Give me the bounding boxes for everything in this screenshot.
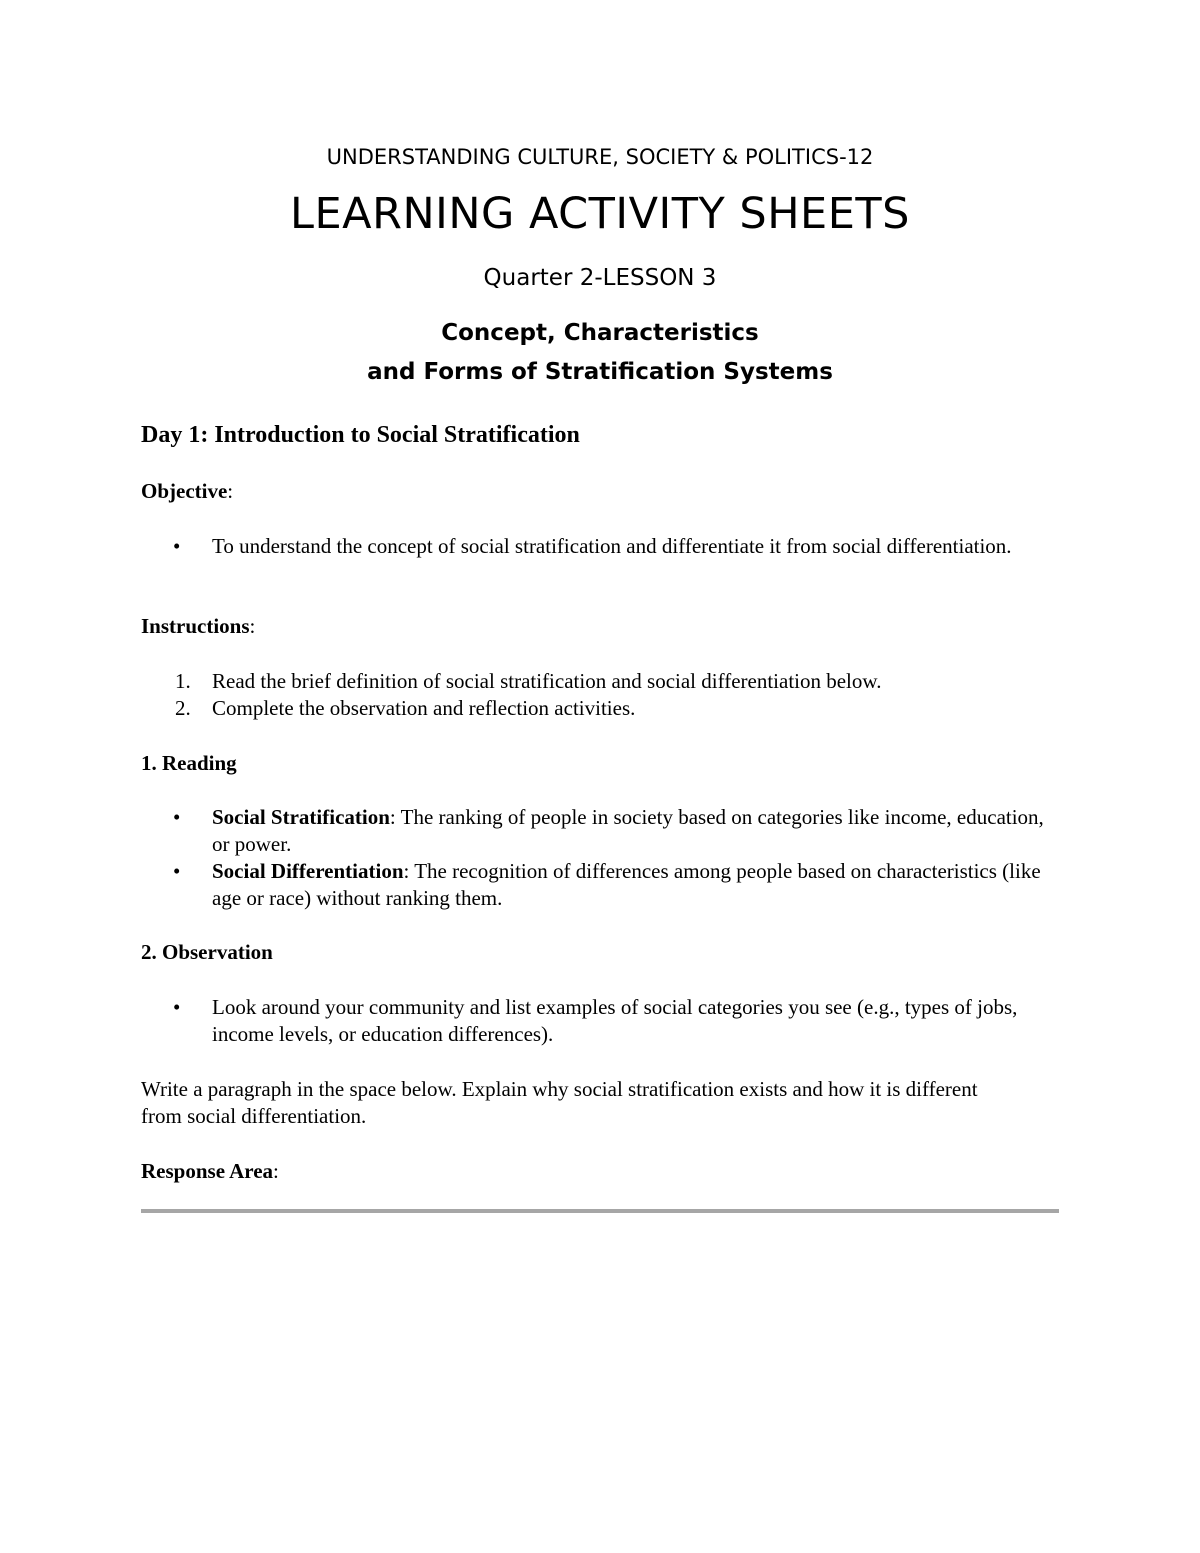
list-item — [141, 858, 1061, 912]
definition-text — [212, 804, 1061, 858]
list-number: 1. — [175, 669, 191, 693]
definition-text — [212, 858, 1061, 912]
instructions-colon: : — [249, 614, 256, 638]
list-item — [141, 804, 1061, 858]
bullet-icon: • — [173, 859, 181, 883]
writing-prompt: Write a paragraph in the space below. Explain why social stratification exists and how it is different from social differentiation. — [141, 1077, 978, 1128]
term: Social Differentiation — [212, 859, 404, 883]
observation-heading: 2. Observation — [141, 940, 273, 964]
list-item — [141, 994, 1061, 1048]
list-number: 2. — [175, 696, 191, 720]
response-label-text: Response Area — [141, 1159, 274, 1183]
list-item — [141, 668, 1061, 695]
instruction-text: Complete the observation and reflection activities. — [212, 696, 636, 720]
reading-heading: 1. Reading — [141, 751, 237, 775]
list-item — [141, 533, 1061, 560]
quarter-lesson-label: Quarter 2-LESSON 3 — [483, 265, 717, 291]
objective-colon: : — [227, 479, 234, 503]
objective-label-text: Objective — [141, 479, 228, 503]
instruction-text: Read the brief definition of social stratification and social differentiation below. — [212, 669, 882, 693]
bullet-icon: • — [173, 534, 181, 558]
objective-text: To understand the concept of social stratification and differentiate it from social differentiation. — [212, 534, 1012, 558]
response-line[interactable] — [141, 1209, 1059, 1213]
observation-text: Look around your community and list examples of social categories you see (e.g., types of jobs, income levels, or education differences). — [212, 995, 1018, 1046]
bullet-icon: • — [173, 805, 181, 829]
instructions-label-text: Instructions — [141, 614, 250, 638]
bullet-icon: • — [173, 995, 181, 1019]
definition: : The recognition of differences among people based on characteristics (like age or race) without ranking them. — [212, 859, 1041, 910]
page-title: LEARNING ACTIVITY SHEETS — [290, 189, 910, 239]
subject-heading: UNDERSTANDING CULTURE, SOCIETY & POLITICS-12 — [326, 145, 874, 169]
day-heading: Day 1: Introduction to Social Stratification — [141, 422, 580, 448]
term: Social Stratification — [212, 805, 390, 829]
response-area-label — [141, 1158, 279, 1185]
list-item — [141, 695, 1061, 722]
lesson-title-line-1: Concept, Characteristics — [441, 320, 759, 346]
instructions-label — [141, 613, 255, 640]
response-colon: : — [273, 1159, 279, 1183]
definition: : The ranking of people in society based on categories like income, education, or power. — [212, 805, 1044, 856]
objective-label — [141, 478, 233, 505]
lesson-title-line-2: and Forms of Stratification Systems — [367, 359, 833, 385]
